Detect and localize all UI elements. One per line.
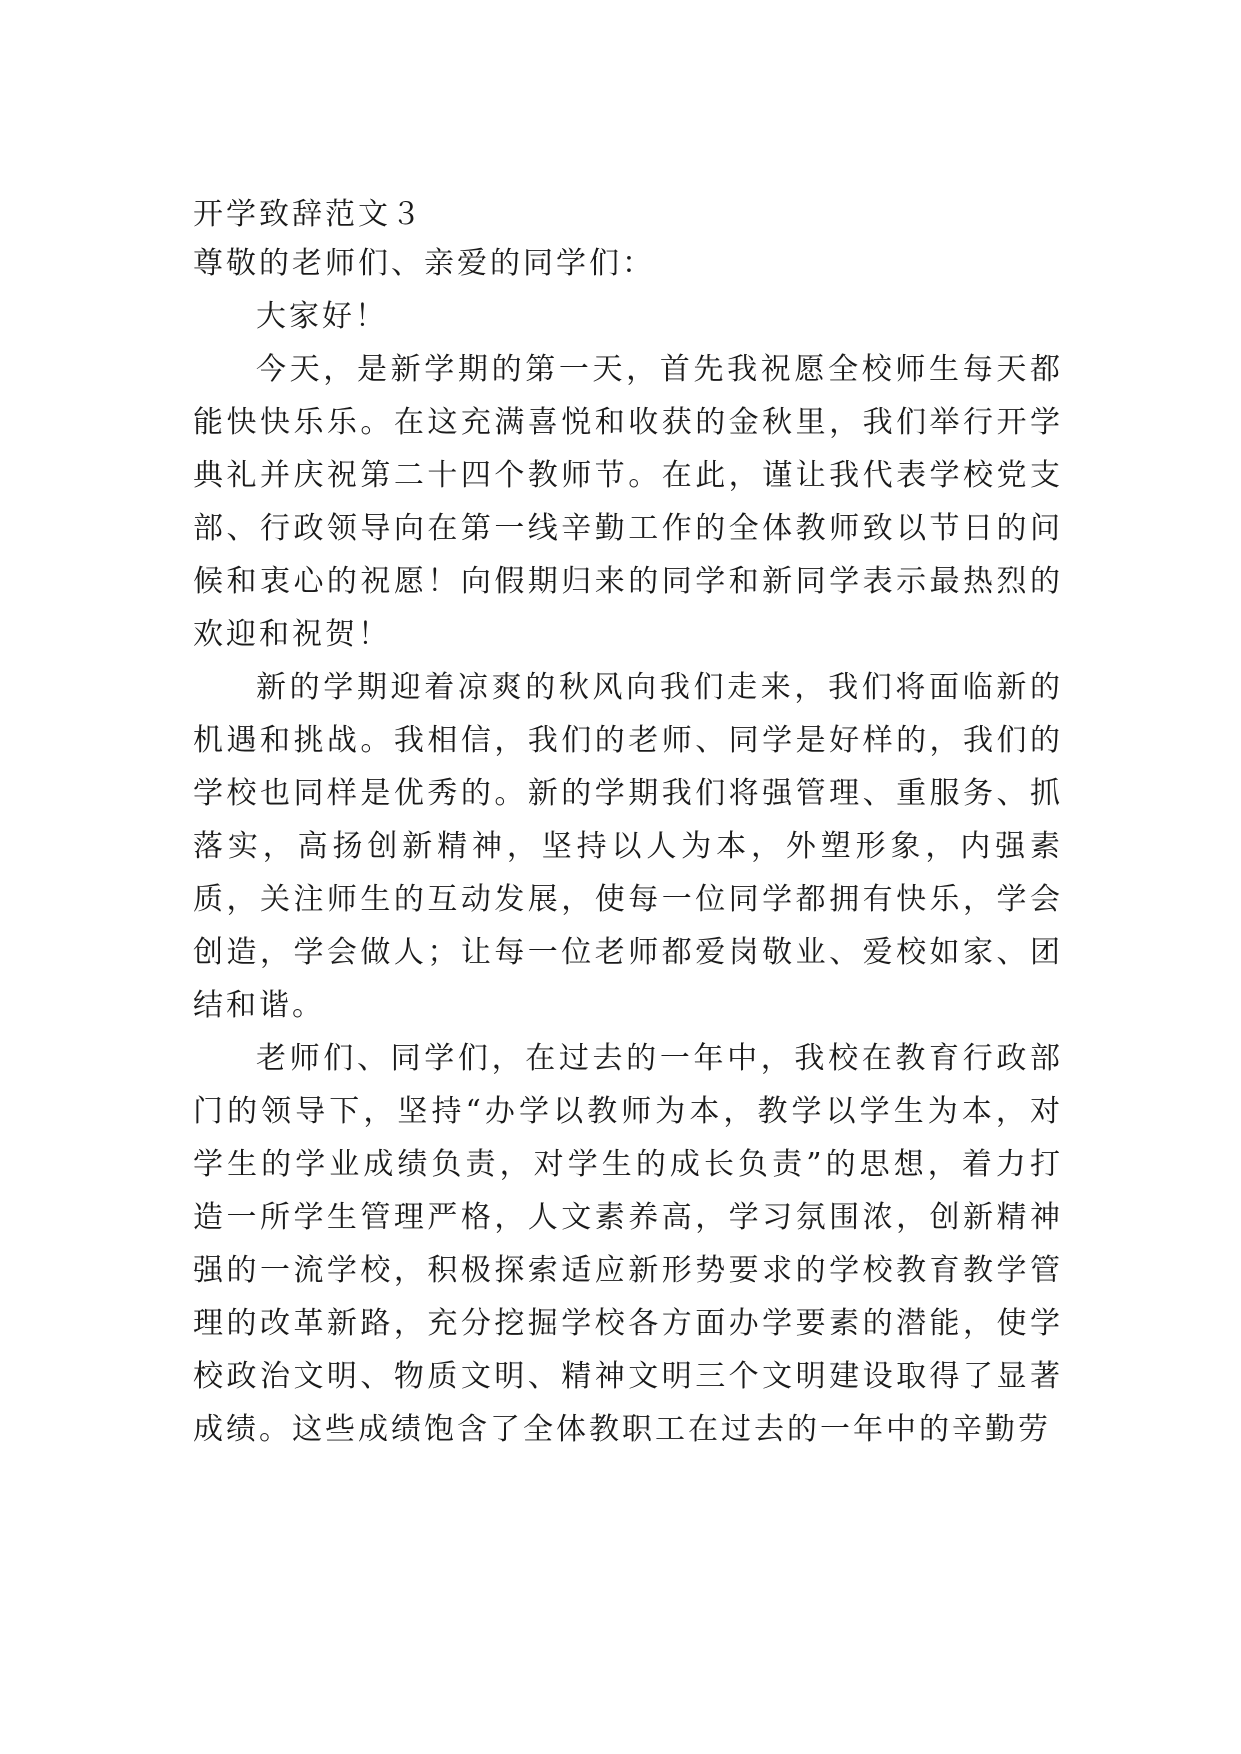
body-paragraph-2: 新的学期迎着凉爽的秋风向我们走来，我们将面临新的机遇和挑战。我相信，我们的老师、同学是好样的，我们的学校也同样是优秀的。新的学期我们将强管理、重服务、抓落实，高扬创新精神，坚持以人为本，外塑形象，内强素质，关注师生的互动发展，使每一位同学都拥有快乐，学会创造，学会做人；让每一位老师都爱岗敬业、爱校如家、团结和谐。 (193, 670, 1063, 1023)
salutation: 尊敬的老师们、亲爱的同学们： (193, 246, 655, 281)
body-paragraph-3: 老师们、同学们，在过去的一年中，我校在教育行政部门的领导下，坚持“办学以教师为本，教学以学生为本，对学生的学业成绩负责，对学生的成长负责”的思想，着力打造一所学生管理严格，人文素养高，学习氛围浓，创新精神强的一流学校，积极探索适应新形势要求的学校教育教学管理的改革新路，充分挖掘学校各方面办学要素的潜能，使学校政治文明、物质文明、精神文明三个文明建设取得了显著成绩。这些成绩饱含了全体教职工在过去的一年中的辛勤劳 (193, 1041, 1063, 1447)
body-paragraph-1: 今天，是新学期的第一天，首先我祝愿全校师生每天都能快快乐乐。在这充满喜悦和收获的金秋里，我们举行开学典礼并庆祝第二十四个教师节。在此，谨让我代表学校党支部、行政领导向在第一线辛勤工作的全体教师致以节日的问候和衷心的祝愿！向假期归来的同学和新同学表示最热烈的欢迎和祝贺！ (193, 352, 1063, 652)
document-body (193, 192, 1063, 1456)
greeting-paragraph: 大家好！ (256, 299, 388, 334)
document-title: 开学致辞范文３ (193, 197, 424, 232)
